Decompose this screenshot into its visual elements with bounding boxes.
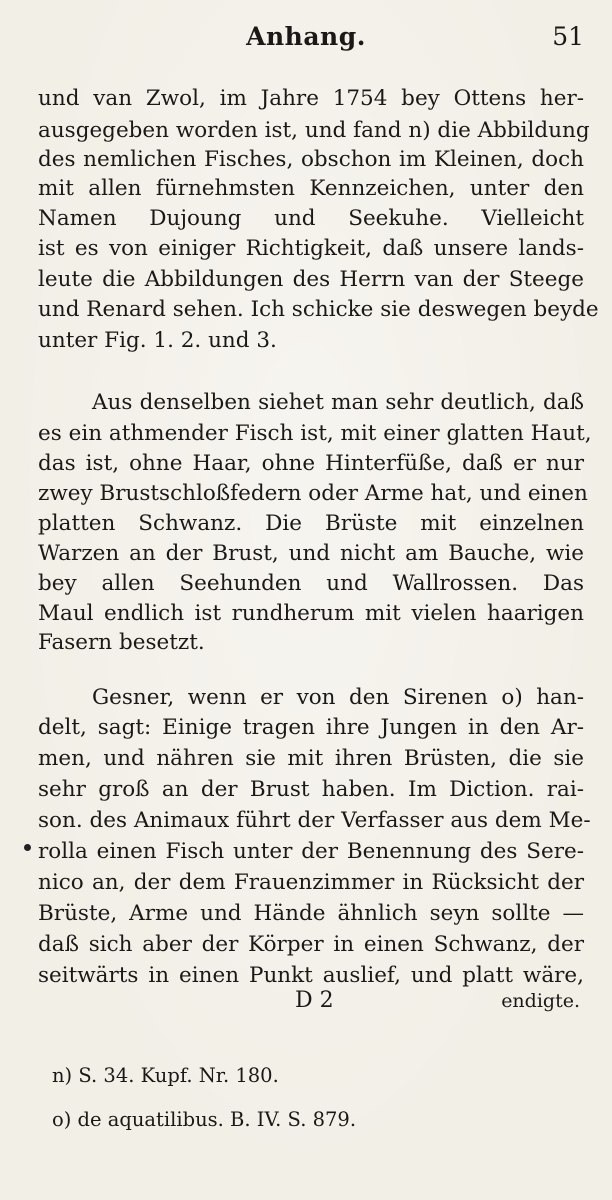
text-line: leute die Abbildungen des Herrn van der Steege	[38, 267, 584, 292]
text-line: das ist, ohne Haar, ohne Hinterfüße, daß er nur	[38, 451, 584, 476]
text-line: rolla einen Fisch unter der Benennung des Sere-	[38, 839, 584, 864]
text-line: Warzen an der Brust, und nicht am Bauche, wie	[38, 541, 584, 566]
text-line: mit allen fürnehmsten Kennzeichen, unter den	[38, 176, 584, 201]
text-line: Gesner, wenn er von den Sirenen o) han-	[92, 685, 584, 710]
text-line: sehr groß an der Brust haben. Im Diction. rai-	[38, 777, 584, 802]
text-line: daß sich aber der Körper in einen Schwanz, der	[38, 932, 584, 957]
signature-mark: D 2	[295, 988, 334, 1013]
text-line: Fasern besetzt.	[38, 630, 205, 655]
text-line: und Renard sehen. Ich schicke sie deswegen beyde	[38, 297, 599, 322]
text-line: Aus denselben siehet man sehr deutlich, daß	[92, 390, 584, 415]
text-line: und van Zwol, im Jahre 1754 bey Ottens her-	[38, 86, 584, 111]
margin-dot	[24, 844, 31, 851]
text-line: unter Fig. 1. 2. und 3.	[38, 328, 277, 353]
page-number: 51	[552, 22, 584, 51]
text-line: seitwärts in einen Punkt auslief, und platt wäre,	[38, 963, 584, 988]
text-line: ist es von einiger Richtigkeit, daß unsere lands-	[38, 236, 584, 261]
text-line: Brüste, Arme und Hände ähnlich seyn sollte —	[38, 901, 584, 926]
running-head: Anhang.	[246, 22, 366, 51]
text-line: men, und nähren sie mit ihren Brüsten, die sie	[38, 746, 584, 771]
text-line: des nemlichen Fisches, obschon im Kleinen, doch	[38, 147, 584, 172]
footnote-n: n) S. 34. Kupf. Nr. 180.	[52, 1064, 279, 1087]
text-line: delt, sagt: Einige tragen ihre Jungen in den Ar-	[38, 715, 584, 740]
text-line: son. des Animaux führt der Verfasser aus dem Me-	[38, 808, 591, 833]
text-line: es ein athmender Fisch ist, mit einer glatten Haut,	[38, 421, 592, 446]
text-line: Maul endlich ist rundherum mit vielen haarigen	[38, 601, 584, 626]
text-line: nico an, der dem Frauenzimmer in Rücksicht der	[38, 870, 584, 895]
text-line: platten Schwanz. Die Brüste mit einzelnen	[38, 511, 584, 536]
text-line: ausgegeben worden ist, und fand n) die Abbildung	[38, 118, 590, 143]
text-line: zwey Brustschloßfedern oder Arme hat, und einen	[38, 481, 588, 506]
catchword: endigte.	[501, 990, 580, 1012]
text-line: Namen Dujoung und Seekuhe. Vielleicht	[38, 206, 584, 231]
text-line: bey allen Seehunden und Wallrossen. Das	[38, 571, 584, 596]
footnote-o: o) de aquatilibus. B. IV. S. 879.	[52, 1108, 357, 1131]
